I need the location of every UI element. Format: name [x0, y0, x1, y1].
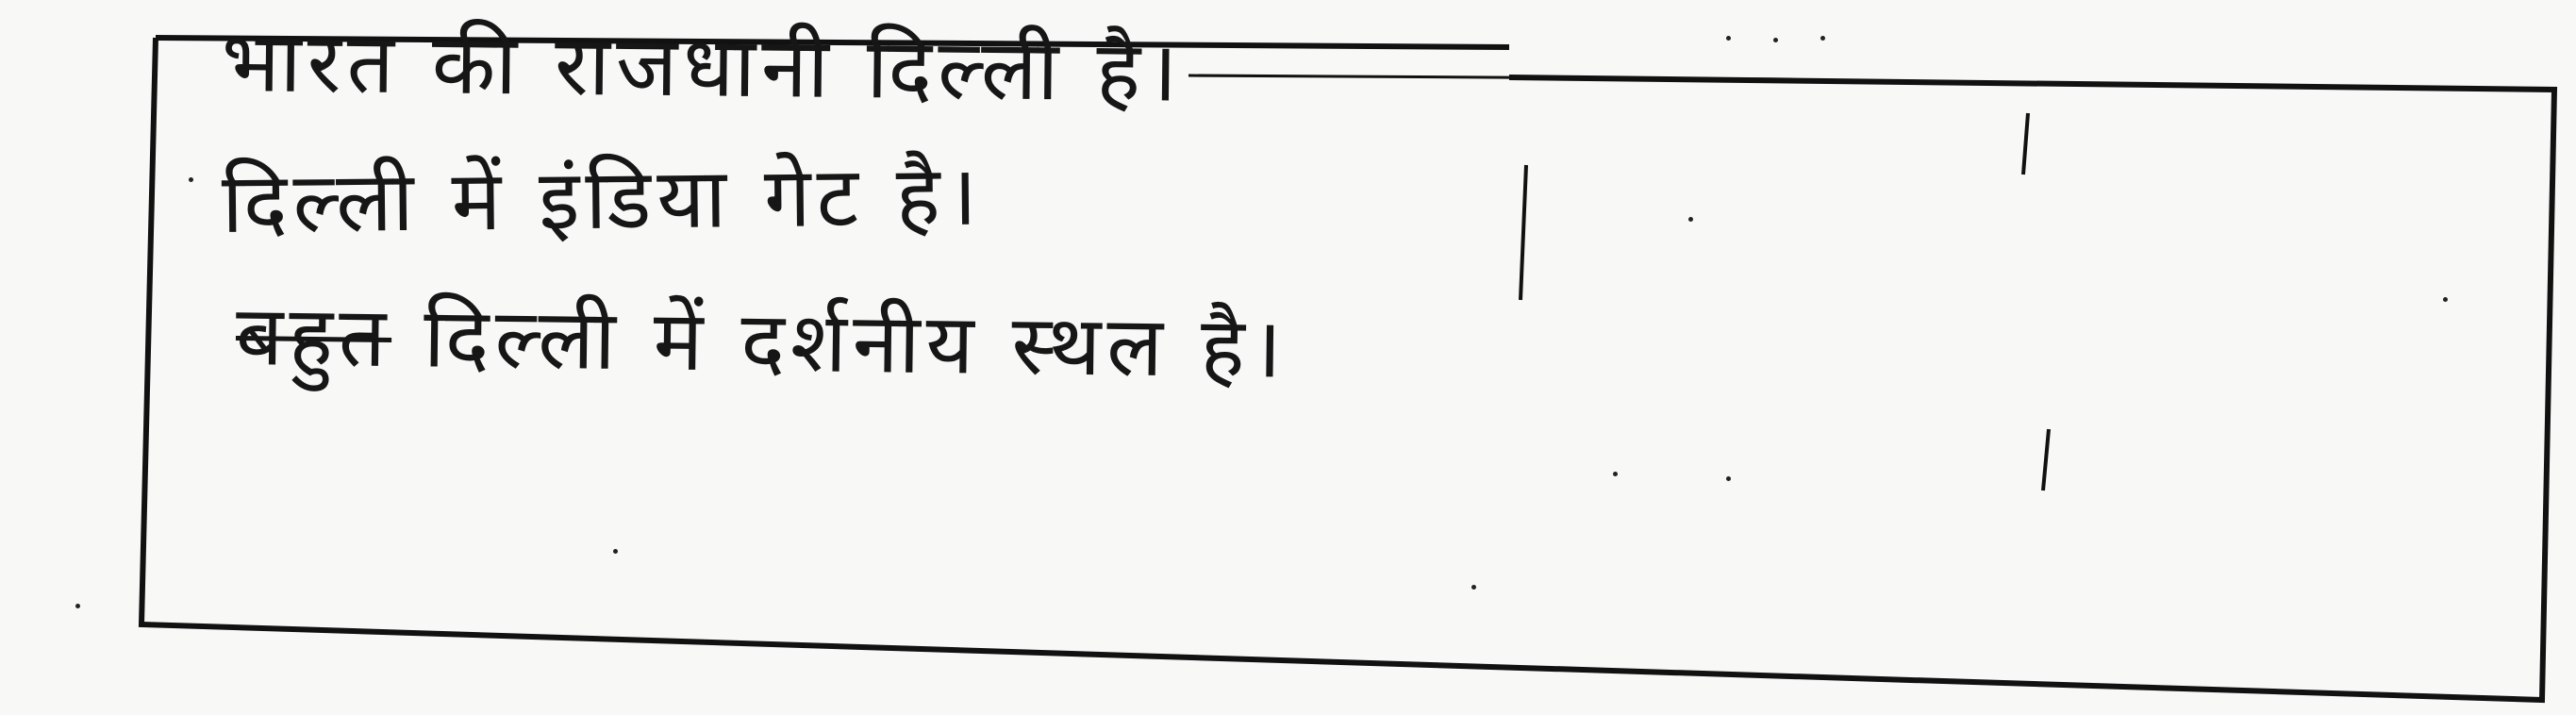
handwritten-line: दिल्ली में इंडिया गेट है। — [221, 146, 984, 252]
handwritten-line-with-correction — [235, 287, 1288, 397]
handwritten-line-text: दिल्ली में दर्शनीय स्थल है। — [423, 289, 1288, 397]
handwritten-line: भारत की राजधानी दिल्ली है। — [221, 13, 1184, 121]
struck-out-word: बहुत — [235, 287, 392, 387]
